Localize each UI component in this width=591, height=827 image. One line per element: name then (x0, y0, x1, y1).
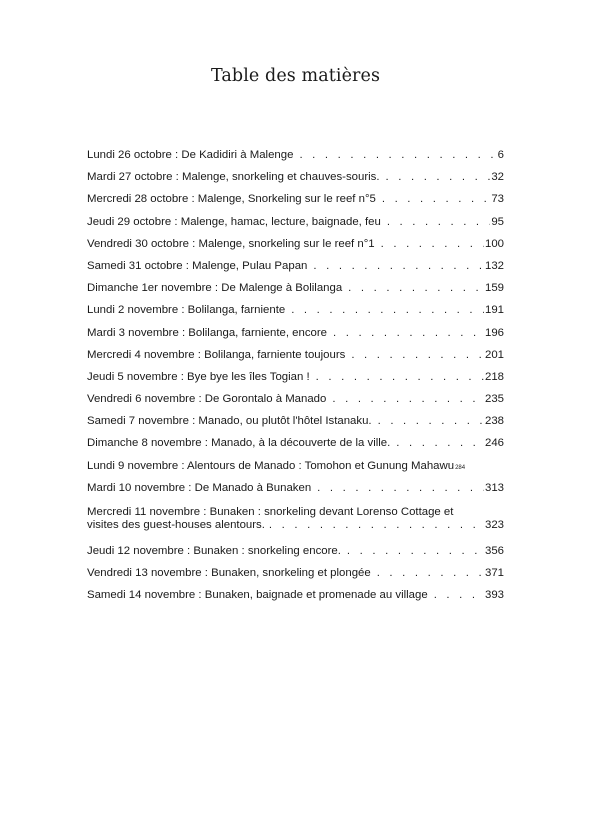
toc-entry-label: Samedi 14 novembre : Bunaken, baignade et promenade au village (87, 589, 428, 602)
dot-leader (348, 281, 484, 296)
toc-entry-page: 191 (484, 304, 504, 317)
toc-entry-page: 218 (484, 370, 504, 383)
toc-entry-page: 323 (484, 519, 504, 531)
toc-entry-label: Mercredi 28 octobre : Malenge, Snorkeling sur le reef n°5 (87, 193, 376, 206)
toc-entry[interactable] (87, 544, 504, 566)
dot-leader (378, 414, 484, 429)
dot-leader (332, 392, 484, 407)
dot-leader (313, 259, 484, 274)
dot-leader (351, 348, 484, 363)
toc-entry-label: Mardi 27 octobre : Malenge, snorkeling et chauves-souris. (87, 171, 380, 184)
toc-entry-page: 238 (484, 415, 504, 428)
toc-entry[interactable] (87, 215, 504, 237)
toc-entry-label-line2: visites des guest-houses alentours. (87, 519, 265, 531)
toc-entry-page: 95 (491, 215, 504, 228)
toc-entry-label: Samedi 31 octobre : Malenge, Pulau Papan (87, 259, 308, 272)
toc-entry[interactable] (87, 303, 504, 325)
dot-leader (382, 192, 490, 207)
toc-entry-page: 371 (484, 567, 504, 580)
toc-title: Table des matières (210, 66, 381, 86)
toc-entry-label: Mercredi 4 novembre : Bolilanga, farniente toujours (87, 348, 346, 361)
toc-entry[interactable] (87, 259, 504, 281)
toc-entry-label: Lundi 9 novembre : Alentours de Manado : Tomohon et Gunung Mahawu (87, 459, 455, 472)
toc-entry[interactable] (87, 237, 504, 259)
toc-entry-label: Vendredi 30 octobre : Malenge, snorkeling sur le reef n°1 (87, 237, 375, 250)
toc-entry-label: Mardi 10 novembre : De Manado à Bunaken (87, 481, 312, 494)
toc-entry[interactable] (87, 414, 504, 436)
dot-leader (386, 170, 491, 185)
toc-entry[interactable] (87, 459, 504, 481)
toc-entry-label-line1: Mercredi 11 novembre : Bunaken : snorkeling devant Lorenso Cottage et (87, 506, 454, 518)
toc-entry-label: Jeudi 5 novembre : Bye bye les îles Togian ! (87, 370, 310, 383)
dot-leader (317, 481, 484, 496)
toc-entry[interactable] (87, 326, 504, 348)
dot-leader (291, 303, 484, 318)
toc-entry-label: Dimanche 8 novembre : Manado, à la découverte de la ville. (87, 437, 391, 450)
toc-entry[interactable] (87, 436, 504, 458)
dot-leader (381, 237, 484, 252)
toc-entry[interactable] (87, 588, 504, 610)
toc-entry-label: Mardi 3 novembre : Bolilanga, farniente, encore (87, 326, 327, 339)
dot-leader (347, 544, 484, 559)
toc-entry[interactable] (87, 566, 504, 588)
toc-entry[interactable] (87, 170, 504, 192)
toc-entry-label: Jeudi 29 octobre : Malenge, hamac, lecture, baignade, feu (87, 215, 381, 228)
toc-entry-label: Samedi 7 novembre : Manado, ou plutôt l'hôtel Istanaku. (87, 415, 372, 428)
toc-entry[interactable] (87, 348, 504, 370)
dot-leader (387, 215, 491, 230)
toc-entry-label: Vendredi 13 novembre : Bunaken, snorkeling et plongée (87, 567, 371, 580)
toc-entry-page: 356 (484, 545, 504, 557)
toc-entry-label: Dimanche 1er novembre : De Malenge à Bolilanga (87, 282, 343, 295)
toc-entry-label: Lundi 2 novembre : Bolilanga, farniente (87, 304, 286, 317)
toc-entry[interactable] (87, 148, 504, 170)
toc-entry[interactable] (87, 370, 504, 392)
toc-entry-page: 6 (497, 149, 504, 161)
dot-leader (316, 370, 484, 385)
toc-entry-page: 159 (484, 282, 504, 295)
toc-entry[interactable] (87, 281, 504, 303)
toc-entry-label: Vendredi 6 novembre : De Gorontalo à Manado (87, 393, 327, 406)
table-of-contents (87, 148, 504, 611)
toc-entry-page: 313 (484, 481, 504, 494)
toc-entry[interactable] (87, 481, 504, 503)
dot-leader (434, 588, 484, 603)
toc-entry-label: Lundi 26 octobre : De Kadidiri à Malenge (87, 149, 294, 161)
dot-leader (299, 148, 496, 163)
dot-leader (396, 436, 484, 451)
toc-entry[interactable] (87, 506, 504, 542)
dot-leader (333, 326, 484, 341)
toc-entry-page: 246 (484, 437, 504, 450)
toc-entry-page: 32 (491, 171, 504, 184)
toc-entry-label: Jeudi 12 novembre : Bunaken : snorkeling encore. (87, 545, 341, 557)
toc-entry-page: 73 (491, 193, 504, 206)
toc-entry[interactable] (87, 392, 504, 414)
dot-leader (269, 519, 485, 532)
toc-entry-page: 100 (484, 237, 504, 250)
toc-entry-page: 196 (484, 326, 504, 339)
toc-entry-page: 284 (455, 464, 466, 471)
toc-entry-page: 201 (484, 348, 504, 361)
toc-entry-page: 393 (484, 589, 504, 602)
toc-entry[interactable] (87, 192, 504, 214)
dot-leader (377, 566, 484, 581)
toc-entry-page: 235 (484, 393, 504, 406)
toc-entry-page: 132 (484, 259, 504, 272)
